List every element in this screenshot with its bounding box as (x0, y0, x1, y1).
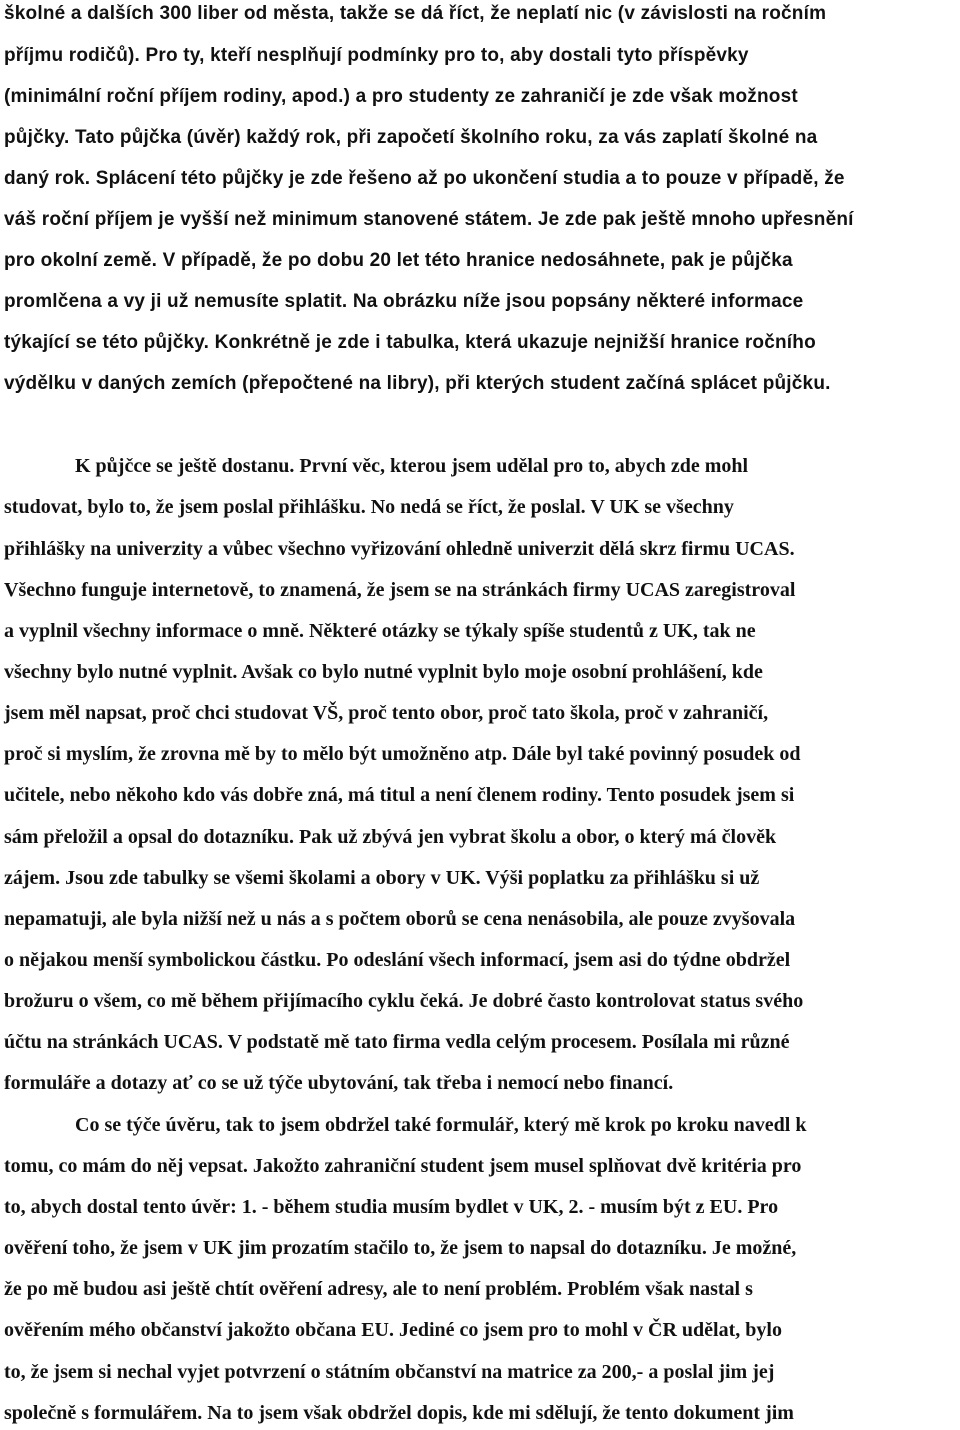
text-line: pro okolní země. V případě, že po dobu 20 let této hranice nedosáhnete, pak je půjčka (4, 250, 793, 271)
text-line: všechny bylo nutné vyplnit. Avšak co bylo nutné vyplnit bylo moje osobní prohlášení, kde (4, 661, 763, 683)
text-line: (minimální roční příjem rodiny, apod.) a pro studenty ze zahraničí je zde však možnost (4, 86, 798, 107)
paragraph-first-line: Co se týče úvěru, tak to jsem obdržel také formulář, který mě krok po kroku navedl k (75, 1114, 807, 1136)
text-line: výdělku v daných zemích (přepočtené na libry), při kterých student začíná splácet půjčku. (4, 373, 831, 394)
text-line: ověření toho, že jsem v UK jim prozatím stačilo to, že jsem to napsal do dotazníku. Je možné, (4, 1237, 797, 1259)
text-line: váš roční příjem je vyšší než minimum stanovené státem. Je zde pak ještě mnoho upřesnění (4, 209, 854, 230)
text-line: Všechno funguje internetově, to znamená, že jsem se na stránkách firmy UCAS zaregistroval (4, 579, 796, 601)
text-line: to, abych dostal tento úvěr: 1. - během studia musím bydlet v UK, 2. - musím být z EU. Pro (4, 1196, 779, 1218)
text-line: ověřením mého občanství jakožto občana EU. Jediné co jsem pro to mohl v ČR udělat, bylo (4, 1319, 782, 1341)
text-line: školné a dalších 300 liber od města, takže se dá říct, že neplatí nic (v závislosti na ročním (4, 3, 827, 24)
text-line: tomu, co mám do něj vepsat. Jakožto zahraniční student jsem musel splňovat dvě kritéria pro (4, 1155, 802, 1177)
text-line: přihlášky na univerzity a vůbec všechno vyřizování ohledně univerzit dělá skrz firmu UCAS. (4, 538, 795, 560)
text-line: příjmu rodičů). Pro ty, kteří nesplňují podmínky pro to, aby dostali tyto příspěvky (4, 45, 749, 66)
text-line: daný rok. Splácení této půjčky je zde řešeno až po ukončení studia a to pouze v případě, že (4, 168, 845, 189)
text-line: proč si myslím, že zrovna mě by to mělo být umožněno atp. Dále byl také povinný posudek od (4, 743, 801, 765)
text-line: zájem. Jsou zde tabulky se všemi školami a obory v UK. Výši poplatku za přihlášku si už (4, 867, 760, 889)
text-line: o nějakou menší symbolickou částku. Po odeslání všech informací, jsem asi do týdne obdržel (4, 949, 791, 971)
text-line: brožuru o všem, co mě během přijímacího cyklu čeká. Je dobré často kontrolovat status svého (4, 990, 804, 1012)
text-line: týkající se této půjčky. Konkrétně je zde i tabulka, která ukazuje nejnižší hranice ročního (4, 332, 816, 353)
text-line: půjčky. Tato půjčka (úvěr) každý rok, při započetí školního roku, za vás zaplatí školné na (4, 127, 818, 148)
text-line: nepamatuji, ale byla nižší než u nás a s počtem oborů se cena nenásobila, ale pouze zvyšovala (4, 908, 796, 930)
paragraph-first-line: K půjčce se ještě dostanu. První věc, kterou jsem udělal pro to, abych zde mohl (75, 455, 749, 477)
text-line: že po mě budou asi ještě chtít ověření adresy, ale to není problém. Problém však nastal s (4, 1278, 753, 1300)
text-line: promlčena a vy ji už nemusíte splatit. Na obrázku níže jsou popsány některé informace (4, 291, 804, 312)
text-line: a vyplnil všechny informace o mně. Některé otázky se týkaly spíše studentů z UK, tak ne (4, 620, 756, 642)
text-line: sám přeložil a opsal do dotazníku. Pak už zbývá jen vybrat školu a obor, o který má člověk (4, 826, 777, 848)
text-line: jsem měl napsat, proč chci studovat VŠ, proč tento obor, proč tato škola, proč v zahraničí, (4, 702, 769, 724)
text-line: společně s formulářem. Na to jsem však obdržel dopis, kde mi sdělují, že tento dokument jim (4, 1402, 794, 1424)
text-line: učitele, nebo někoho kdo vás dobře zná, má titul a není členem rodiny. Tento posudek jsem si (4, 784, 795, 806)
text-line: studovat, bylo to, že jsem poslal přihlášku. No nedá se říct, že poslal. V UK se všechny (4, 496, 734, 518)
text-line: to, že jsem si nechal vyjet potvrzení o státním občanství na matrice za 200,- a poslal jim jej (4, 1361, 775, 1383)
text-line: formuláře a dotazy ať co se už týče ubytování, tak třeba i nemocí nebo financí. (4, 1072, 674, 1094)
text-line: účtu na stránkách UCAS. V podstatě mě tato firma vedla celým procesem. Posílala mi různé (4, 1031, 790, 1053)
